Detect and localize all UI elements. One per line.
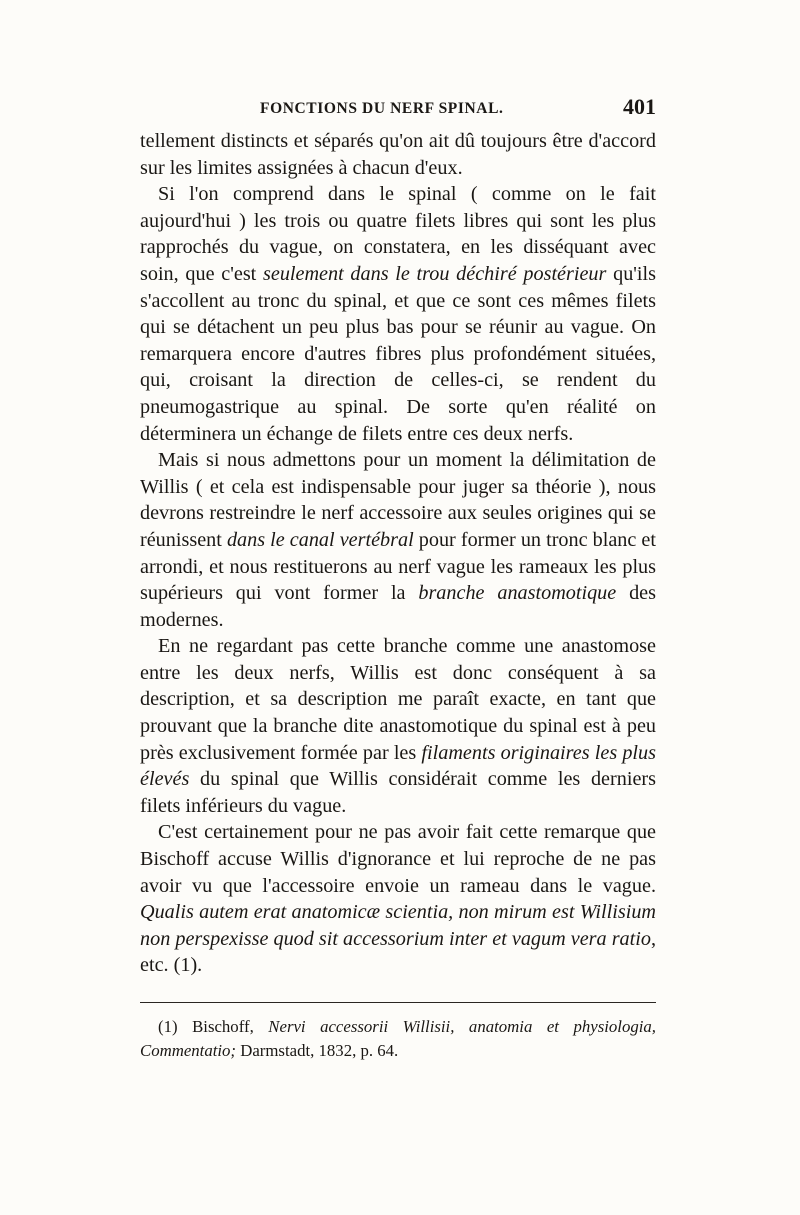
page-number: 401 [623, 94, 656, 119]
footnote [140, 1015, 656, 1063]
paragraph [140, 819, 656, 979]
latin-quotation: Qualis autem erat anatomicæ scientia, non mirum est Willisium non perspexisse quod sit accessorium inter et vagum vera ratio [140, 901, 656, 950]
italic-phrase: seulement dans le trou déchiré postérieur [263, 262, 607, 285]
italic-phrase: filaments originaires les plus élevés [140, 741, 656, 791]
paragraph [140, 633, 656, 819]
paragraph [140, 447, 656, 633]
footnote-text: (1) Bischoff, [158, 1017, 269, 1036]
paragraph-text: tellement distincts et séparés qu'on ait dû toujours être d'accord sur les limites assignées à chacun d'eux. [140, 130, 656, 179]
italic-phrase: dans le canal vertébral [226, 528, 414, 551]
paragraph-text: du spinal que Willis considérait comme les derniers filets inférieurs du vague. [140, 768, 656, 817]
footnotes [140, 1015, 656, 1063]
paragraph-text: qu'ils s'accollent au tronc du spinal, et que ce sont ces mêmes filets qui se détachent un peu plus bas pour se réunir au vague. On remarquera encore d'autres fibres plus profondément situées, qui, croisant la direction de celles-ci, se rendent du pneumogastrique au spinal. De sorte qu'en réalité on déterminera un échange de filets entre ces deux nerfs. [140, 262, 656, 445]
main-text [140, 128, 656, 979]
page-header [140, 94, 656, 126]
paragraph-text: , etc. (1). [140, 927, 656, 977]
running-title: FONCTIONS DU NERF SPINAL. [260, 100, 504, 117]
paragraph [140, 181, 656, 447]
footnote-text: Darmstadt, 1832, p. 64. [236, 1041, 399, 1060]
footnote-rule [140, 1002, 656, 1003]
paragraph-text: Mais si nous admettons pour un moment la délimitation de Willis ( et cela est indispensable pour juger sa théorie ), nous devrons restreindre le nerf accessoire aux seules origines qui se réunissent [140, 449, 656, 551]
paragraph-continued [140, 128, 656, 181]
paragraph-text: des modernes. [140, 582, 656, 631]
footnote-italic-title: Nervi accessorii Willisii, anatomia et physiologia, Commentatio; [140, 1017, 656, 1060]
paragraph-text: En ne regardant pas cette branche comme une anastomose entre les deux nerfs, Willis est donc conséquent à sa description, et sa description me paraît exacte, en tant que prouvant que la branche dite anastomotique du spinal est à peu près exclusivement formée par les [140, 635, 656, 764]
italic-phrase: branche anastomotique [418, 582, 617, 605]
paragraph-text: Si l'on comprend dans le spinal ( comme on le fait aujourd'hui ) les trois ou quatre filets libres qui sont les plus rapprochés du vague, on constatera, en les disséquant avec soin, que c'est [140, 183, 656, 285]
paragraph-text: pour former un tronc blanc et arrondi, et nous restituerons au nerf vague les rameaux les plus supérieurs qui vont former la [140, 528, 656, 605]
paragraph-text: C'est certainement pour ne pas avoir fait cette remarque que Bischoff accuse Willis d'ignorance et lui reproche de ne pas avoir vu que l'accessoire envoie un rameau dans le vague. [140, 821, 656, 897]
